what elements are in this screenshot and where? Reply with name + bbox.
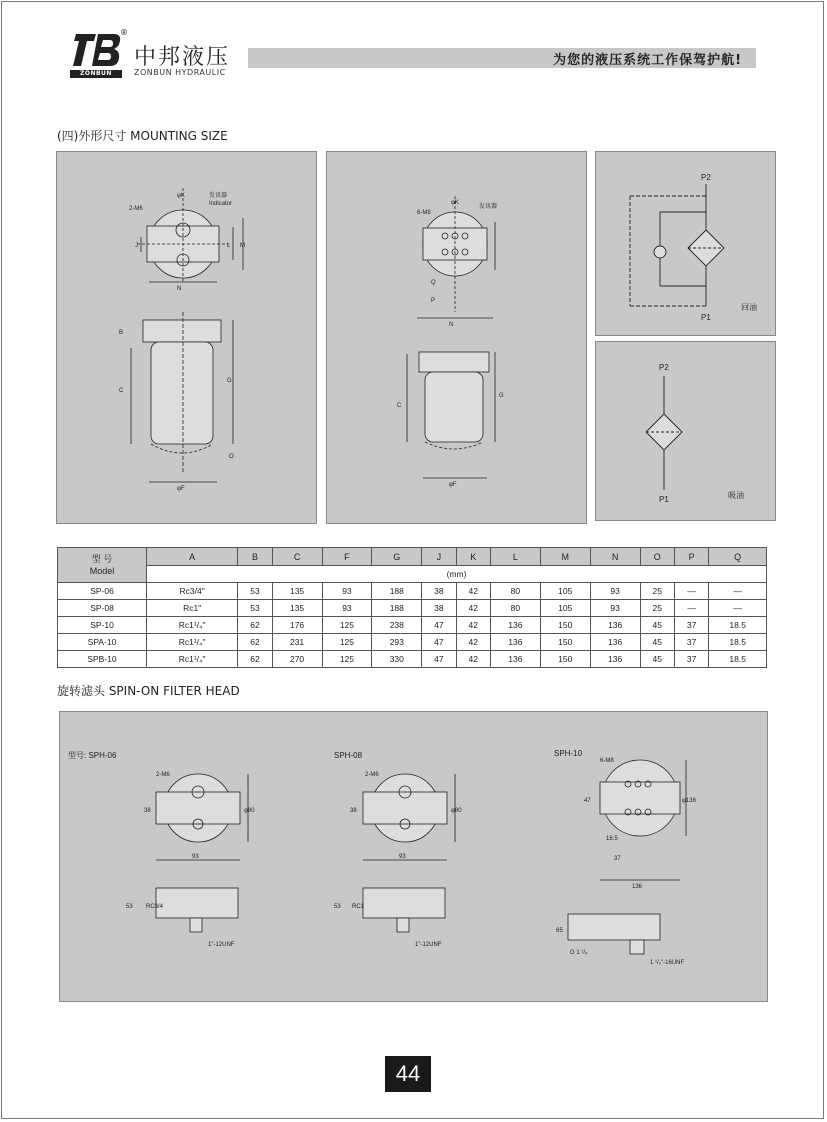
value-cell: 93 — [322, 583, 372, 600]
phi-f-label: φF — [177, 486, 185, 492]
model-header-en: Model — [89, 566, 115, 576]
value-cell: 136 — [590, 651, 640, 668]
registered-mark: ® — [120, 28, 128, 37]
sph08-title: SPH-08 — [334, 751, 363, 760]
column-header: M — [540, 548, 590, 566]
value-cell: 293 — [372, 634, 422, 651]
value-cell: 25 — [640, 583, 674, 600]
slogan: 为您的液压系统工作保驾护航! — [553, 53, 742, 68]
value-cell: 135 — [272, 583, 322, 600]
drawing-panel-sp10 — [326, 151, 587, 524]
value-cell: 93 — [322, 600, 372, 617]
value-cell: 37 — [674, 634, 708, 651]
value-cell: 231 — [272, 634, 322, 651]
spin-on-drawings — [60, 712, 769, 1003]
value-cell: 125 — [322, 651, 372, 668]
value-cell: 238 — [372, 617, 422, 634]
value-cell: 45 — [640, 651, 674, 668]
company-name-en: ZONBUN HYDRAULIC — [134, 68, 226, 77]
sph10-b: 37 — [614, 856, 621, 862]
value-cell: 18.5 — [709, 634, 767, 651]
suction-oil-label: 吸油 — [728, 491, 744, 500]
value-cell: 270 — [272, 651, 322, 668]
table-row — [58, 617, 767, 634]
sph06-thread: 1"-12UNF — [208, 942, 235, 948]
column-header: G — [372, 548, 422, 566]
model-cell: SPA-10 — [58, 634, 147, 651]
sph10-title: SPH-10 — [554, 749, 583, 758]
hole-label: 6-M8 — [417, 210, 431, 216]
symbol-panel-suction — [595, 341, 776, 521]
column-header: O — [640, 548, 674, 566]
value-cell: — — [674, 600, 708, 617]
value-cell: 47 — [422, 651, 456, 668]
value-cell: 47 — [422, 617, 456, 634]
dim-g-label: G — [227, 378, 232, 384]
sph10-w: 136 — [632, 884, 643, 890]
spin-on-title: 旋转滤头 SPIN-ON FILTER HEAD — [57, 684, 240, 698]
sph08-port: RC1 — [352, 904, 365, 910]
sph08-side-h: 53 — [334, 904, 341, 910]
sph08-hole: 2-M6 — [365, 772, 379, 778]
slogan-bar — [248, 48, 756, 68]
column-header: F — [322, 548, 372, 566]
sph10-phi: φ136 — [682, 798, 696, 804]
column-header: L — [490, 548, 540, 566]
value-cell: 136 — [490, 651, 540, 668]
value-cell: 136 — [490, 617, 540, 634]
zonbun-logo-icon — [70, 32, 122, 68]
dim-o-label: O — [229, 454, 234, 460]
column-header: Q — [709, 548, 767, 566]
dim-c-label: C — [119, 388, 124, 394]
value-cell: 42 — [456, 634, 490, 651]
model-cell: SP-08 — [58, 600, 147, 617]
value-cell: 125 — [322, 617, 372, 634]
column-header: K — [456, 548, 490, 566]
column-header: B — [238, 548, 272, 566]
value-cell: 105 — [540, 600, 590, 617]
mounting-size-title: (四)外形尺寸 MOUNTING SIZE — [57, 129, 228, 143]
suction-filter-symbol — [596, 342, 777, 522]
sph08-thread: 1"-12UNF — [415, 942, 442, 948]
value-cell: 38 — [422, 583, 456, 600]
value-cell: 150 — [540, 634, 590, 651]
hole-label: 2-M6 — [129, 206, 143, 212]
sph06-hole: 2-M6 — [156, 772, 170, 778]
dim-c-label: C — [397, 403, 402, 409]
dim-g-label: G — [499, 393, 504, 399]
unit-label: (mm) — [147, 566, 767, 583]
dim-j-label: J — [135, 243, 138, 249]
p2-label: P2 — [701, 173, 711, 182]
phi-k-label: φK — [451, 200, 459, 206]
sph10-side-h: 65 — [556, 928, 563, 934]
value-cell: 45 — [640, 634, 674, 651]
sph10-a: 18.5 — [606, 836, 618, 842]
return-filter-symbol — [596, 152, 777, 337]
spin-on-panel — [59, 711, 768, 1002]
spec-table — [57, 547, 767, 668]
value-cell: — — [709, 583, 767, 600]
value-cell: Rc1¹/₄" — [147, 617, 238, 634]
return-oil-label: 回油 — [741, 303, 757, 312]
sph10-thread: 1 ¹/₂"-16UNF — [650, 960, 685, 966]
value-cell: 42 — [456, 600, 490, 617]
dim-q-label: Q — [431, 280, 436, 286]
logo-word: ZONBUN — [70, 70, 122, 78]
value-cell: 47 — [422, 634, 456, 651]
column-header: A — [147, 548, 238, 566]
sph06-port: RC3/4 — [146, 904, 164, 910]
table-row — [58, 634, 767, 651]
phi-k-label: φK — [177, 193, 185, 199]
column-header: P — [674, 548, 708, 566]
value-cell: 135 — [272, 600, 322, 617]
sph08-h: 38 — [350, 808, 357, 814]
value-cell: 93 — [590, 583, 640, 600]
p1-label: P1 — [701, 313, 711, 322]
sph10-port: G 1 ¹/₄ — [570, 950, 588, 956]
value-cell: Rc1" — [147, 600, 238, 617]
value-cell: 150 — [540, 651, 590, 668]
model-cell: SP-10 — [58, 617, 147, 634]
value-cell: 18.5 — [709, 651, 767, 668]
value-cell: 45 — [640, 617, 674, 634]
dim-l-label: L — [227, 243, 231, 249]
sph10-hole: 6-M8 — [600, 758, 614, 764]
value-cell: 136 — [590, 617, 640, 634]
value-cell: 80 — [490, 600, 540, 617]
table-row — [58, 583, 767, 600]
column-header: J — [422, 548, 456, 566]
column-header: C — [272, 548, 322, 566]
drawing-panel-sp06 — [56, 151, 317, 524]
sph08-w: 93 — [399, 854, 406, 860]
value-cell: 125 — [322, 634, 372, 651]
value-cell: — — [674, 583, 708, 600]
value-cell: Rc1¹/₄" — [147, 634, 238, 651]
value-cell: 62 — [238, 651, 272, 668]
symbol-panel-return — [595, 151, 776, 336]
sph06-w: 93 — [192, 854, 199, 860]
value-cell: 105 — [540, 583, 590, 600]
value-cell: 25 — [640, 600, 674, 617]
value-cell: 53 — [238, 583, 272, 600]
model-cell: SP-06 — [58, 583, 147, 600]
model-header-cn: 型 号 — [91, 554, 113, 564]
page-number: 44 — [385, 1056, 431, 1092]
value-cell: 150 — [540, 617, 590, 634]
value-cell: 188 — [372, 600, 422, 617]
dim-p-label: P — [431, 298, 436, 304]
p1-label: P1 — [659, 495, 669, 504]
indicator-label: 发讯器 — [479, 204, 498, 210]
sph06-h: 38 — [144, 808, 151, 814]
value-cell: 62 — [238, 634, 272, 651]
company-name-cn: 中邦液压 — [134, 45, 231, 70]
value-cell: 42 — [456, 651, 490, 668]
value-cell: 42 — [456, 617, 490, 634]
column-header: N — [590, 548, 640, 566]
dim-n-label: N — [177, 286, 182, 292]
value-cell: 37 — [674, 651, 708, 668]
model-cell: SPB-10 — [58, 651, 147, 668]
value-cell: 176 — [272, 617, 322, 634]
value-cell: Rc1¹/₄" — [147, 651, 238, 668]
sph06-side-h: 53 — [126, 904, 133, 910]
dim-b-label: B — [119, 330, 124, 336]
value-cell: 80 — [490, 583, 540, 600]
value-cell: 330 — [372, 651, 422, 668]
value-cell: 93 — [590, 600, 640, 617]
indicator-en-label: Indicator — [209, 201, 233, 207]
drawing-sp10 — [327, 152, 588, 525]
p2-label: P2 — [659, 363, 669, 372]
value-cell: 38 — [422, 600, 456, 617]
dim-m-label: M — [240, 243, 245, 249]
value-cell: Rc3/4" — [147, 583, 238, 600]
table-row — [58, 651, 767, 668]
value-cell: 37 — [674, 617, 708, 634]
phi-f-label: φF — [449, 482, 457, 488]
sph06-title: 型号: SPH-06 — [68, 751, 117, 760]
value-cell: 136 — [490, 634, 540, 651]
sph06-phi: φ80 — [244, 808, 255, 814]
value-cell: 18.5 — [709, 617, 767, 634]
value-cell: 188 — [372, 583, 422, 600]
indicator-cn-label: 发讯器 — [209, 193, 228, 199]
value-cell: 62 — [238, 617, 272, 634]
table-row — [58, 600, 767, 617]
value-cell: 53 — [238, 600, 272, 617]
drawing-sp06 — [57, 152, 318, 525]
sph08-phi: φ80 — [451, 808, 462, 814]
dim-n-label: N — [449, 322, 454, 328]
value-cell: — — [709, 600, 767, 617]
model-header — [58, 548, 147, 583]
value-cell: 42 — [456, 583, 490, 600]
sph10-h: 47 — [584, 798, 591, 804]
value-cell: 136 — [590, 634, 640, 651]
